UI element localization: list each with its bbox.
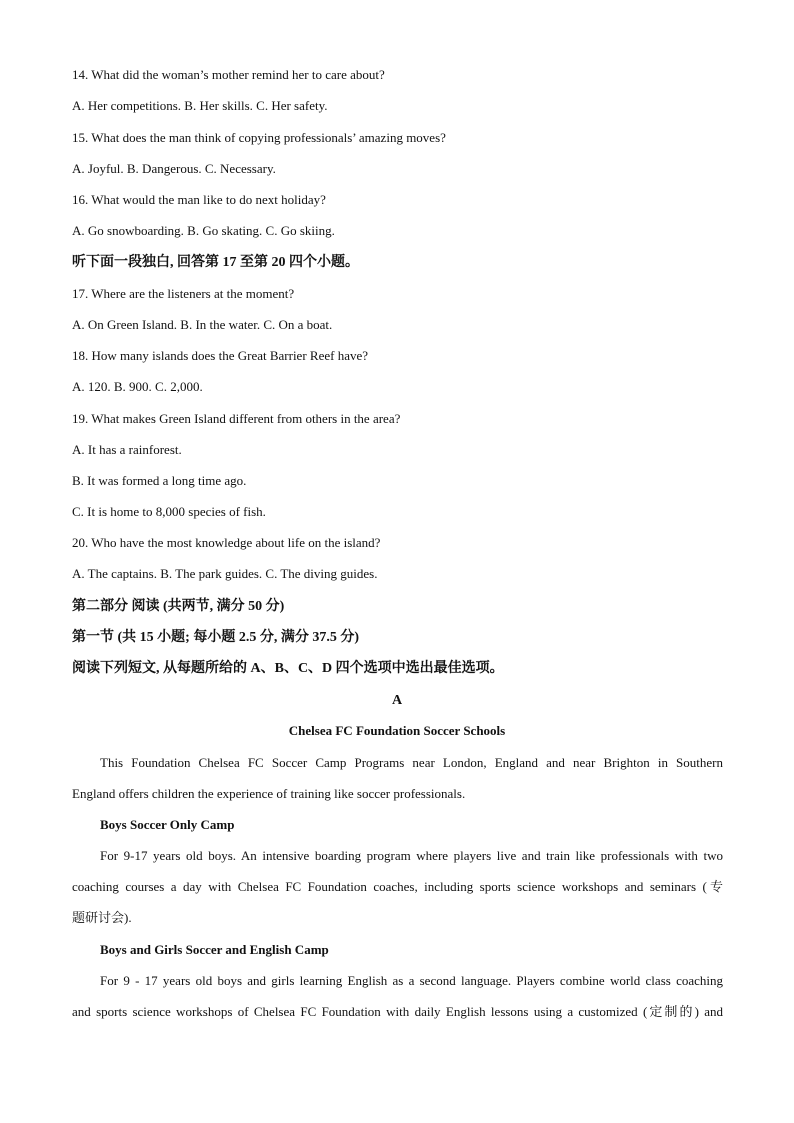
reading-instruction: 阅读下列短文, 从每题所给的 A、B、C、D 四个选项中选出最佳选项。 — [72, 661, 504, 676]
boys-camp-heading: Boys Soccer Only Camp — [100, 817, 235, 832]
boys-camp-line-3: 题研讨会). — [72, 910, 132, 925]
question-20-stem: 20. Who have the most knowledge about life on the island? — [72, 535, 381, 550]
mixed-camp-line-1: For 9 - 17 years old boys and girls learning English as a second language. Players combine world class coaching — [100, 973, 723, 988]
passage-letter: A — [391, 693, 403, 708]
section-one-heading: 第一节 (共 15 小题; 每小题 2.5 分, 满分 37.5 分) — [72, 630, 359, 645]
passage-title: Chelsea FC Foundation Soccer Schools — [288, 723, 506, 738]
question-16-stem: 16. What would the man like to do next holiday? — [72, 192, 326, 207]
question-15-stem: 15. What does the man think of copying professionals’ amazing moves? — [72, 130, 446, 145]
boys-camp-line-2: coaching courses a day with Chelsea FC Foundation coaches, including sports science workshops and seminars (专 — [72, 879, 723, 894]
intro-line-1: This Foundation Chelsea FC Soccer Camp Programs near London, England and near Brighton in Southern — [100, 755, 723, 770]
intro-line-2: England offers children the experience of training like soccer professionals. — [72, 786, 466, 801]
question-17-stem: 17. Where are the listeners at the moment? — [72, 286, 295, 301]
boys-camp-line-1: For 9-17 years old boys. An intensive boarding program where players live and train like professionals with two — [100, 848, 723, 863]
question-20-options: A. The captains. B. The park guides. C. The diving guides. — [72, 566, 378, 581]
question-19-option-c: C. It is home to 8,000 species of fish. — [72, 504, 266, 519]
question-17-options: A. On Green Island. B. In the water. C. On a boat. — [72, 317, 333, 332]
question-19-stem: 19. What makes Green Island different from others in the area? — [72, 411, 401, 426]
question-14-stem: 14. What did the woman’s mother remind her to care about? — [72, 67, 385, 82]
mixed-camp-line-2: and sports science workshops of Chelsea FC Foundation with daily English lessons using a customized (定制的) and — [72, 1004, 723, 1019]
part-two-heading: 第二部分 阅读 (共两节, 满分 50 分) — [72, 599, 285, 614]
mixed-camp-heading: Boys and Girls Soccer and English Camp — [100, 942, 329, 957]
question-15-options: A. Joyful. B. Dangerous. C. Necessary. — [72, 161, 276, 176]
question-19-option-a: A. It has a rainforest. — [72, 442, 182, 457]
question-18-stem: 18. How many islands does the Great Barrier Reef have? — [72, 348, 369, 363]
question-16-options: A. Go snowboarding. B. Go skating. C. Go skiing. — [72, 223, 335, 238]
question-18-options: A. 120. B. 900. C. 2,000. — [72, 379, 203, 394]
question-14-options: A. Her competitions. B. Her skills. C. Her safety. — [72, 98, 328, 113]
monologue-instruction: 听下面一段独白, 回答第 17 至第 20 四个小题。 — [72, 255, 359, 270]
question-19-option-b: B. It was formed a long time ago. — [72, 473, 247, 488]
